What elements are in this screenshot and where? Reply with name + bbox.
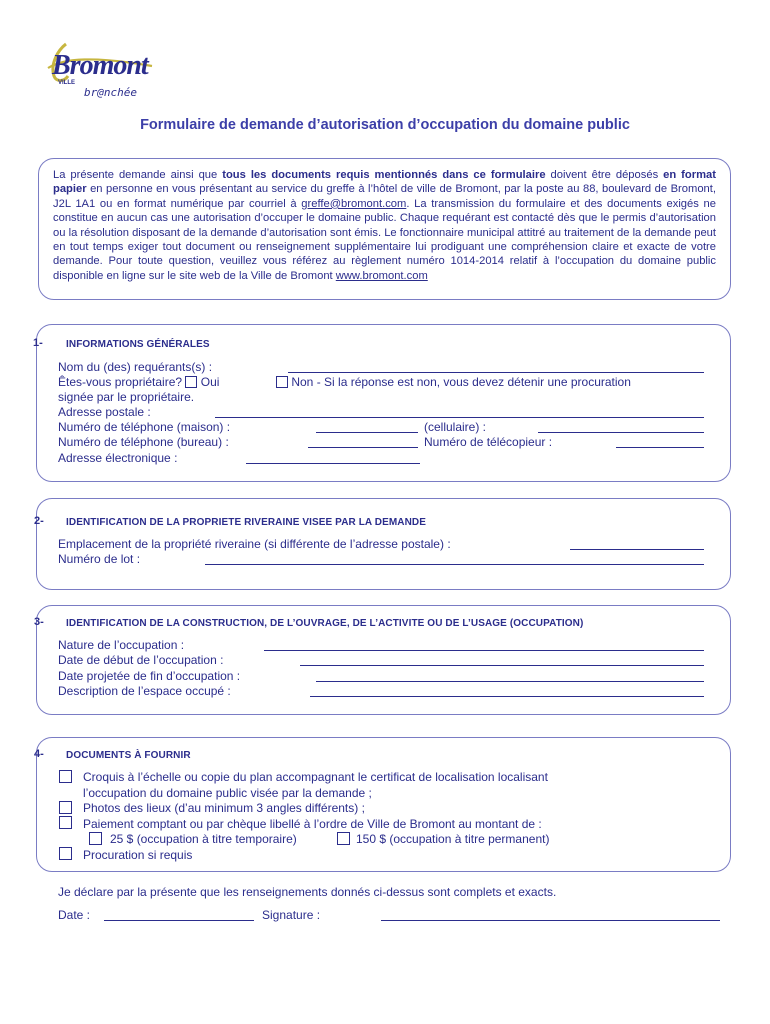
telecopieur-label: Numéro de télécopieur : [424,435,553,449]
proprietaire-row [58,375,219,390]
paiement-label: Paiement comptant ou par chèque libellé à l’ordre de Ville de Bromont au montant de : [83,817,542,831]
fin-field[interactable] [316,681,704,682]
debut-label: Date de début de l’occupation : [58,653,224,667]
logo-ville: VILLE [58,80,76,86]
oui-checkbox[interactable] [185,376,197,388]
permanent-checkbox[interactable] [337,832,350,845]
intro-bold-2: en format papier [53,169,716,196]
non-row [276,375,631,390]
date-label: Date : [58,908,91,922]
section-4-title: DOCUMENTS À FOURNIR [66,750,191,761]
email-link[interactable]: greffe@bromont.com [301,197,407,210]
nature-label: Nature de l’occupation : [58,638,185,652]
logo-tagline: br@nchée [84,86,137,99]
courriel-field[interactable] [246,463,420,464]
croquis-label-1: Croquis à l’échelle ou copie du plan accompagnant le certificat de localisation localisant [83,770,548,784]
croquis-label-2: l’occupation du domaine public visée par la demande ; [83,786,372,800]
bromont-logo [44,36,164,102]
procuration-label: Procuration si requis [83,848,193,862]
croquis-checkbox[interactable] [59,770,72,783]
section-3-title: IDENTIFICATION DE LA CONSTRUCTION, DE L’OUVRAGE, DE L’ACTIVITE OU DE L’USAGE (OCCUPATION) [66,618,584,629]
section-2-number: 2- [34,515,44,527]
cellulaire-field[interactable] [538,432,704,433]
paiement-checkbox[interactable] [59,816,72,829]
logo-name: Bromont [52,50,148,81]
lot-field[interactable] [205,564,704,565]
website-link[interactable]: www.bromont.com [335,269,428,282]
section-1-number: 1- [33,337,43,349]
tel-maison-label: Numéro de téléphone (maison) : [58,420,231,434]
section-4-number: 4- [34,748,44,760]
temporaire-label: 25 $ (occupation à titre temporaire) [110,832,297,846]
debut-field[interactable] [300,665,704,666]
photos-label: Photos des lieux (d’au minimum 3 angles différents) ; [83,801,365,815]
emplacement-label: Emplacement de la propriété riveraine (si différente de l’adresse postale) : [58,537,451,551]
section-3-number: 3- [34,616,44,628]
section-1-title: INFORMATIONS GÉNÉRALES [66,339,210,350]
nom-label: Nom du (des) requérants(s) : [58,360,213,374]
temporaire-checkbox[interactable] [89,832,102,845]
intro-box [38,158,731,300]
proprietaire-label: Êtes-vous propriétaire? [58,375,183,389]
tel-bureau-label: Numéro de téléphone (bureau) : [58,435,229,449]
fin-label: Date projetée de fin d’occupation : [58,669,241,683]
intro-text-1: La présente demande ainsi que [53,169,223,181]
intro-text-4: . La transmission du formulaire et des documents exigés ne constitue en aucun cas une autorisation d’occuper le domaine public. Chaque requérant est contacté dès que le permis d’autorisation ou la résolution disposant de la demande d’autorisation sont émis. Le fonctionnaire municipal attitré au traitement de la demande peut en tout temps exiger tout document ou renseignement supplémentaire lui prodiguant une compréhension claire et exacte de votre demande. Pour toute question, veuillez vous référez au règlement numéro 1014-2014 relatif à l’occupation du domaine public disponible en ligne sur le site web de la Ville de Bromont [53,197,716,282]
date-field[interactable] [104,920,254,921]
procuration-checkbox[interactable] [59,847,72,860]
oui-label: Oui [200,375,220,389]
signee-label: signée par le propriétaire. [58,390,195,404]
non-label: Non - Si la réponse est non, vous devez détenir une procuration [291,375,631,389]
intro-bold-1: tous les documents requis mentionnés dans ce formulaire [222,169,546,181]
section-2-title: IDENTIFICATION DE LA PROPRIETE RIVERAINE VISEE PAR LA DEMANDE [66,517,427,528]
description-field[interactable] [310,696,704,697]
tel-bureau-field[interactable] [308,447,418,448]
intro-text-3: en personne en vous présentant au service du greffe à l’hôtel de ville de Bromont, par la poste au 88, boulevard de Bromont, J2L 1A1 ou en format numérique par courriel à [53,183,716,210]
courriel-label: Adresse électronique : [58,451,178,465]
signature-field[interactable] [381,920,720,921]
cellulaire-label: (cellulaire) : [424,420,487,434]
declaration-text: Je déclare par la présente que les renseignements donnés ci-dessus sont complets et exacts. [58,885,557,899]
emplacement-field[interactable] [570,549,704,550]
telecopieur-field[interactable] [616,447,704,448]
non-checkbox[interactable] [276,376,288,388]
adresse-label: Adresse postale : [58,405,151,419]
intro-text-2: doivent être déposés [545,169,664,181]
photos-checkbox[interactable] [59,801,72,814]
nature-field[interactable] [264,650,704,651]
adresse-field[interactable] [215,417,704,418]
nom-field[interactable] [288,372,704,373]
description-label: Description de l’espace occupé : [58,684,231,698]
form-title: Formulaire de demande d’autorisation d’occupation du domaine public [140,117,630,133]
signature-label: Signature : [262,908,321,922]
permanent-label: 150 $ (occupation à titre permanent) [356,832,550,846]
tel-maison-field[interactable] [316,432,418,433]
lot-label: Numéro de lot : [58,552,141,566]
